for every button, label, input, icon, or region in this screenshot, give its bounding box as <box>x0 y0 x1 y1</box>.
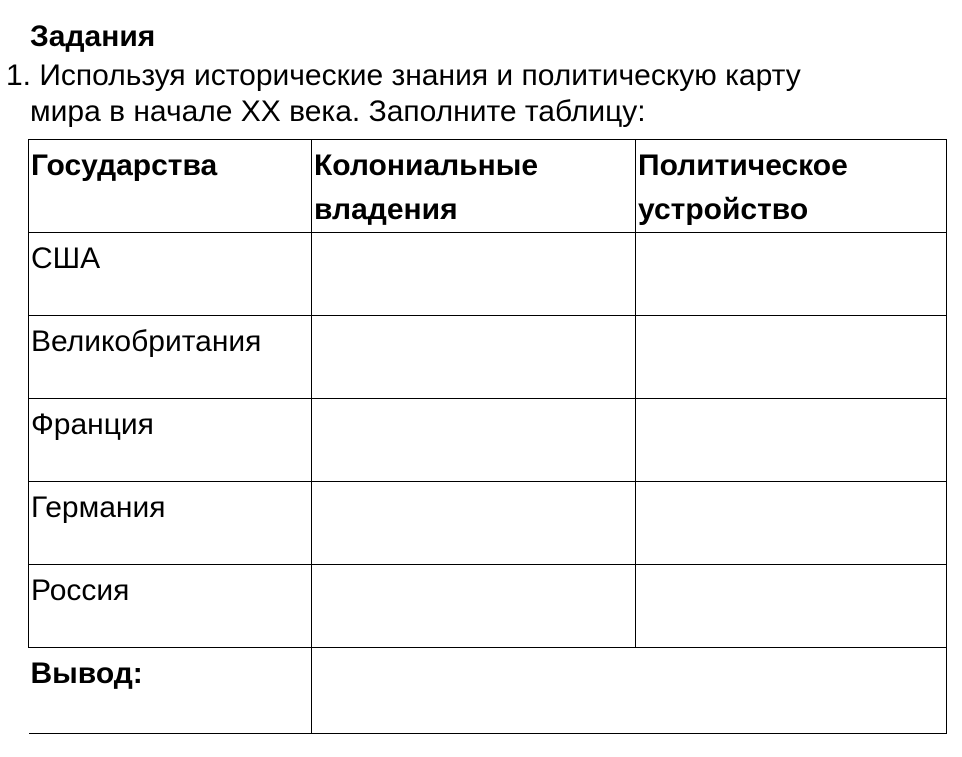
task-line-1: 1. Используя исторические знания и политическую карту <box>6 59 801 92</box>
task-line-2: мира в начале ХХ века. Заполните таблицу: <box>30 95 646 128</box>
country-cell: США <box>29 233 312 316</box>
government-cell[interactable] <box>636 399 947 482</box>
table-row <box>29 316 947 399</box>
header-political-system: Политическое устройство <box>636 140 947 233</box>
government-cell[interactable] <box>636 316 947 399</box>
header-states: Государства <box>29 140 312 233</box>
task-instruction <box>6 58 956 130</box>
country-cell: Германия <box>29 482 312 565</box>
country-cell: Франция <box>29 399 312 482</box>
government-cell[interactable] <box>636 565 947 648</box>
conclusion-field[interactable] <box>312 648 947 734</box>
government-cell[interactable] <box>636 233 947 316</box>
table-row <box>29 399 947 482</box>
colonies-cell[interactable] <box>312 399 636 482</box>
table-row <box>29 565 947 648</box>
conclusion-label: Вывод: <box>29 648 312 734</box>
table-header-row <box>29 140 947 233</box>
colonies-cell[interactable] <box>312 316 636 399</box>
colonies-cell[interactable] <box>312 233 636 316</box>
colonies-cell[interactable] <box>312 565 636 648</box>
country-cell: Великобритания <box>29 316 312 399</box>
page-title: Задания <box>30 20 156 53</box>
header-colonial-possessions: Колониальные владения <box>312 140 636 233</box>
table-row <box>29 482 947 565</box>
table-row <box>29 233 947 316</box>
government-cell[interactable] <box>636 482 947 565</box>
conclusion-row <box>29 648 947 734</box>
country-cell: Россия <box>29 565 312 648</box>
assignment-table <box>28 139 947 734</box>
colonies-cell[interactable] <box>312 482 636 565</box>
